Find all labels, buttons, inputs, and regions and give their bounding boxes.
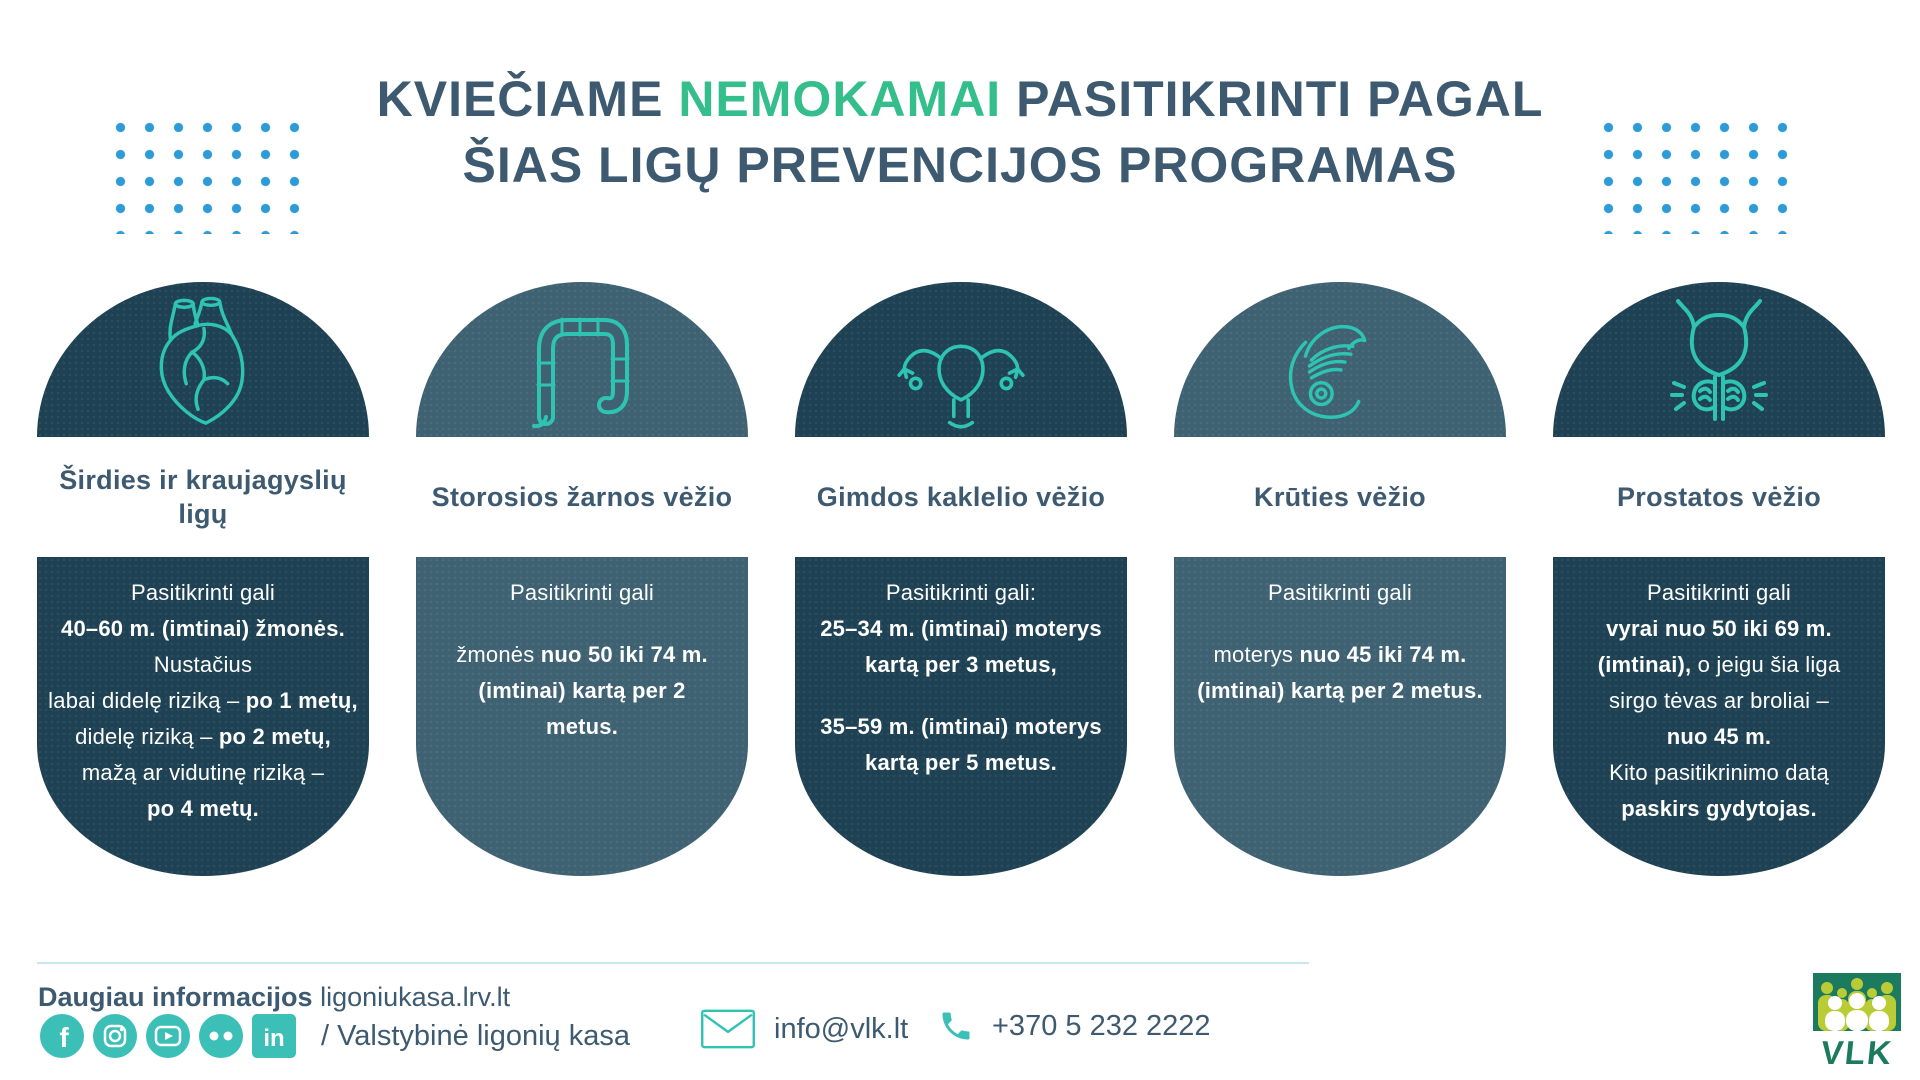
uterus-icon bbox=[894, 307, 1028, 431]
title-highlight: NEMOKAMAI bbox=[678, 71, 1002, 127]
program-card-colon bbox=[416, 282, 748, 876]
program-details: Pasitikrinti gali: 25–34 m. (imtinai) moterys kartą per 3 metus, 35–59 m. (imtinai) moterys kartą per 5 metus. bbox=[795, 557, 1127, 876]
svg-text:f: f bbox=[59, 1022, 69, 1053]
program-card-heart bbox=[37, 282, 369, 876]
heart-dome bbox=[37, 282, 369, 437]
flickr-icon[interactable] bbox=[199, 1014, 243, 1058]
breast-exam-icon bbox=[1276, 303, 1404, 431]
more-info-label: Daugiau informacijos bbox=[38, 982, 313, 1012]
title-line-2: ŠIAS LIGŲ PREVENCIJOS PROGRAMAS bbox=[462, 137, 1458, 193]
facebook-icon[interactable] bbox=[40, 1014, 84, 1058]
page-title bbox=[0, 66, 1920, 198]
email-address[interactable]: info@vlk.lt bbox=[774, 1012, 909, 1045]
prostate-dome bbox=[1553, 282, 1885, 437]
footer-divider bbox=[37, 962, 1309, 964]
program-card-prostate bbox=[1553, 282, 1885, 876]
uterus-dome bbox=[795, 282, 1127, 437]
more-info-link[interactable]: ligoniukasa.lrv.lt bbox=[320, 982, 511, 1012]
program-details: Pasitikrinti gali moterys nuo 45 iki 74 m. (imtinai) kartą per 2 metus. bbox=[1174, 557, 1506, 876]
linkedin-icon[interactable] bbox=[252, 1014, 296, 1058]
program-card-uterus bbox=[795, 282, 1127, 876]
phone-number[interactable]: +370 5 232 2222 bbox=[992, 1009, 1211, 1042]
phone-icon bbox=[938, 1008, 974, 1044]
instagram-icon[interactable] bbox=[93, 1014, 137, 1058]
phone-contact bbox=[938, 1008, 1211, 1044]
program-title: Gimdos kaklelio vėžio bbox=[816, 482, 1106, 512]
breast-dome bbox=[1174, 282, 1506, 437]
program-details: Pasitikrinti gali žmonės nuo 50 iki 74 m. (imtinai) kartą per 2 metus. bbox=[416, 557, 748, 876]
title-part1: KVIEČIAME bbox=[376, 71, 664, 127]
more-info bbox=[38, 982, 510, 1012]
program-title: Krūties vėžio bbox=[1254, 482, 1426, 512]
program-title: Širdies ir kraujagyslių ligų bbox=[59, 465, 347, 529]
prostate-icon bbox=[1654, 291, 1784, 431]
program-details: Pasitikrinti gali vyrai nuo 50 iki 69 m. (imtinai), o jeigu šia liga sirgo tėvas ar broliai – nuo 45 m. Kito pasitikrinimo datą paskirs gydytojas. bbox=[1553, 557, 1885, 876]
colon-dome bbox=[416, 282, 748, 437]
email-contact bbox=[700, 1008, 908, 1050]
email-icon bbox=[700, 1008, 756, 1050]
svg-text:in: in bbox=[263, 1025, 285, 1052]
youtube-icon[interactable] bbox=[146, 1014, 190, 1058]
social-row bbox=[40, 1014, 630, 1058]
title-part2: PASITIKRINTI PAGAL bbox=[1016, 71, 1544, 127]
program-details: Pasitikrinti gali 40–60 m. (imtinai) žmonės. Nustačius labai didelę riziką – po 1 metų, didelę riziką – po 2 metų, mažą ar vidutinę riziką – po 4 metų. bbox=[37, 557, 369, 876]
program-title: Prostatos vėžio bbox=[1616, 482, 1822, 512]
title-line-1 bbox=[0, 66, 1920, 132]
vlk-logo-image bbox=[1813, 973, 1901, 1031]
program-columns bbox=[37, 282, 1885, 876]
vlk-logo bbox=[1813, 973, 1901, 1070]
heart-icon bbox=[147, 293, 259, 431]
program-title: Storosios žarnos vėžio bbox=[431, 482, 733, 512]
vlk-logo-text: VLK bbox=[1819, 1034, 1895, 1071]
colon-icon bbox=[520, 299, 644, 431]
org-name: / Valstybinė ligonių kasa bbox=[321, 1019, 630, 1052]
program-card-breast bbox=[1174, 282, 1506, 876]
